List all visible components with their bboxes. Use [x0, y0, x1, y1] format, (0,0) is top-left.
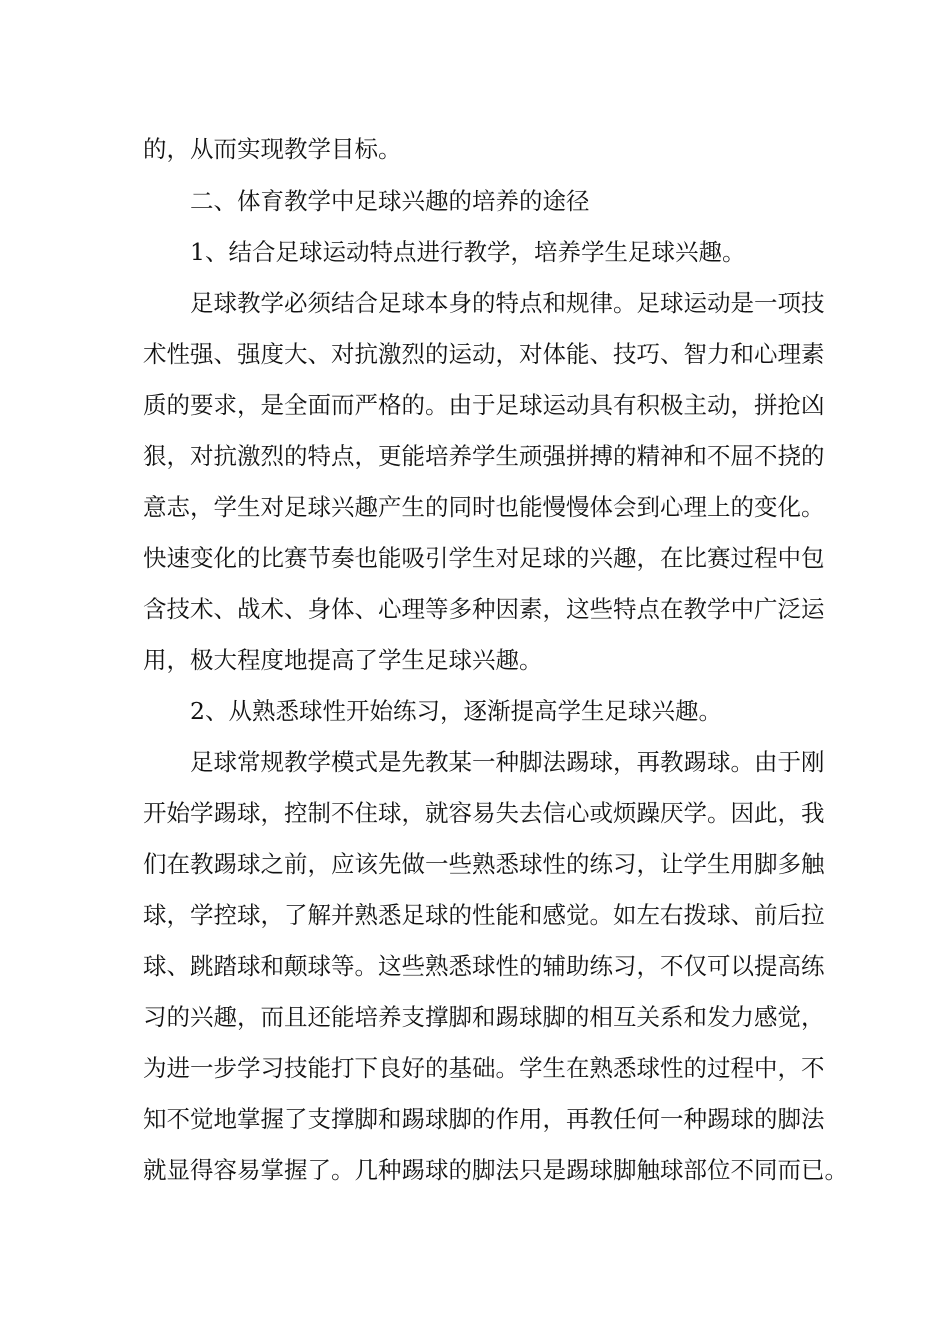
paragraph-line: 意志，学生对足球兴趣产生的同时也能慢慢体会到心理上的变化。 — [143, 493, 825, 521]
paragraph-line: 知不觉地掌握了支撑脚和踢球脚的作用，再教任何一种踢球的脚法 — [143, 1105, 825, 1133]
paragraph-line: 用，极大程度地提高了学生足球兴趣。 — [143, 646, 543, 674]
paragraph-line: 术性强、强度大、对抗激烈的运动，对体能、技巧、智力和心理素 — [143, 340, 825, 368]
paragraph-line: 质的要求，是全面而严格的。由于足球运动具有积极主动，拼抢凶 — [143, 391, 825, 419]
paragraph-line: 球，学控球，了解并熟悉足球的性能和感觉。如左右拨球、前后拉 — [143, 901, 825, 929]
paragraph-line: 含技术、战术、身体、心理等多种因素，这些特点在教学中广泛运 — [143, 595, 825, 623]
paragraph-line: 习的兴趣，而且还能培养支撑脚和踢球脚的相互关系和发力感觉， — [143, 1003, 825, 1031]
paragraph-line: 的，从而实现教学目标。 — [143, 135, 402, 163]
paragraph-line: 为进一步学习技能打下良好的基础。学生在熟悉球性的过程中，不 — [143, 1054, 825, 1082]
paragraph-line: 快速变化的比赛节奏也能吸引学生对足球的兴趣，在比赛过程中包 — [143, 544, 825, 572]
paragraph-line: 足球常规教学模式是先教某一种脚法踢球，再教踢球。由于刚 — [190, 748, 825, 776]
paragraph-line: 就显得容易掌握了。几种踢球的脚法只是踢球脚触球部位不同而已。 — [143, 1156, 848, 1184]
subsection-heading: 1、结合足球运动特点进行教学，培养学生足球兴趣。 — [190, 238, 746, 266]
paragraph-line: 们在教踢球之前，应该先做一些熟悉球性的练习，让学生用脚多触 — [143, 850, 825, 878]
section-heading: 二、体育教学中足球兴趣的培养的途径 — [190, 187, 590, 215]
paragraph-line: 狠，对抗激烈的特点，更能培养学生顽强拼搏的精神和不屈不挠的 — [143, 442, 825, 470]
subsection-heading: 2、从熟悉球性开始练习，逐渐提高学生足球兴趣。 — [190, 697, 722, 725]
paragraph-line: 足球教学必须结合足球本身的特点和规律。足球运动是一项技 — [190, 289, 825, 317]
paragraph-line: 开始学踢球，控制不住球，就容易失去信心或烦躁厌学。因此，我 — [143, 799, 825, 827]
paragraph-line: 球、跳踏球和颠球等。这些熟悉球性的辅助练习，不仅可以提高练 — [143, 952, 825, 980]
